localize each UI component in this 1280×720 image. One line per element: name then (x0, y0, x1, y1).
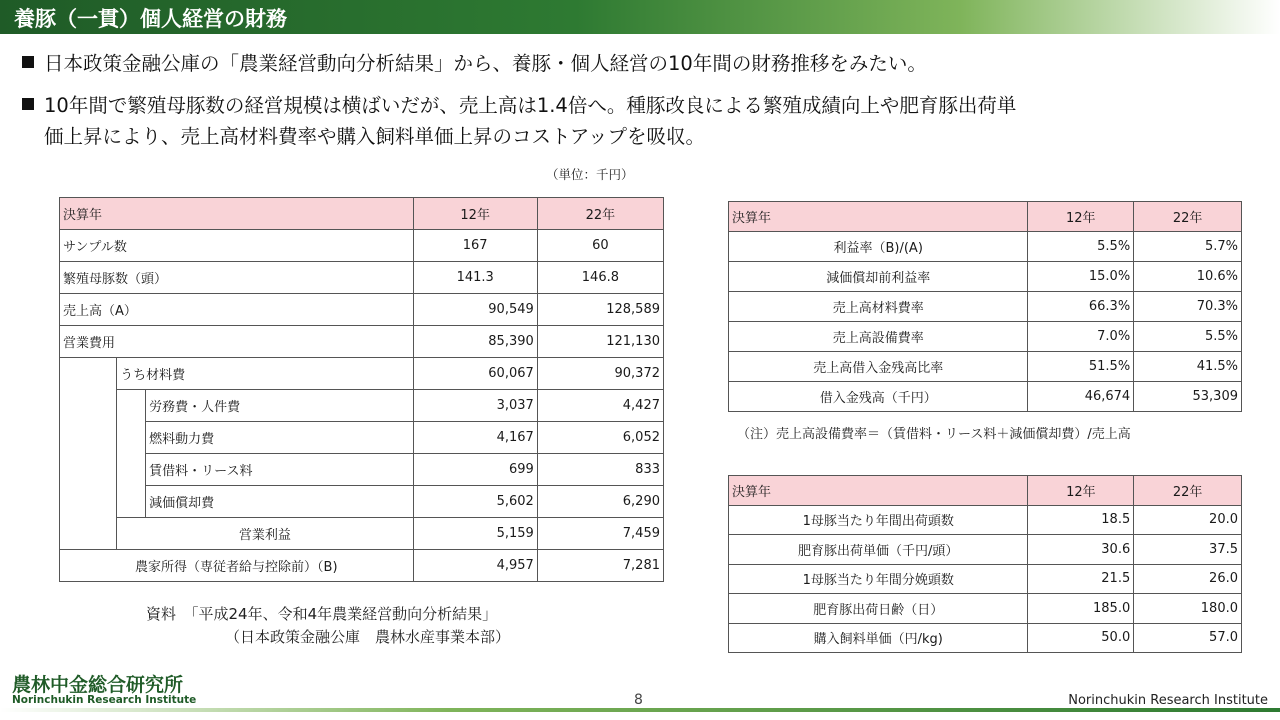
header-cell: 22年 (537, 198, 663, 230)
title-bar (0, 0, 1280, 34)
row-label: 営業利益 (117, 518, 413, 550)
table-header-row (729, 476, 1242, 506)
row-label: 売上高（A） (60, 294, 414, 326)
header-cell: 決算年 (60, 198, 414, 230)
table-row (729, 505, 1242, 535)
value-12: 3,037 (413, 390, 537, 422)
table-row (729, 382, 1242, 412)
value-22: 7,459 (537, 518, 663, 550)
value-22: 6,290 (537, 486, 663, 518)
row-label: 減価償却前利益率 (729, 262, 1028, 292)
value-12: 85,390 (413, 326, 537, 358)
row-label: 営業費用 (60, 326, 414, 358)
header-cell: 22年 (1134, 476, 1242, 506)
value-12: 141.3 (413, 262, 537, 294)
table-header-row (60, 198, 664, 230)
value-12: 46,674 (1028, 382, 1134, 412)
table-header-row (729, 202, 1242, 232)
bullet-2 (22, 90, 1262, 152)
bullet-2-text-line1: 10年間で繁殖母豚数の経営規模は横ばいだが、売上高は1.4倍へ。種豚改良による繁殖成績向上や肥育豚出荷単 (44, 94, 1017, 117)
table-row (60, 422, 664, 454)
value-22: 6,052 (537, 422, 663, 454)
value-22: 833 (537, 454, 663, 486)
footer-organization: Norinchukin Research Institute (1062, 693, 1268, 708)
table-row (729, 232, 1242, 262)
table-row (60, 518, 664, 550)
value-12: 699 (413, 454, 537, 486)
value-12: 5.5% (1028, 232, 1134, 262)
value-22: 57.0 (1134, 623, 1242, 653)
table-row (60, 486, 664, 518)
value-12: 5,602 (413, 486, 537, 518)
value-12: 4,167 (413, 422, 537, 454)
table-row (60, 390, 664, 422)
value-22: 90,372 (537, 358, 663, 390)
table-row (729, 535, 1242, 565)
row-label: 賃借料・リース料 (146, 454, 413, 486)
value-12: 4,957 (413, 550, 537, 582)
bullet-square-icon (22, 56, 34, 68)
table-row (60, 454, 664, 486)
table-row (729, 292, 1242, 322)
row-label: うち材料費 (117, 358, 413, 390)
value-12: 51.5% (1028, 352, 1134, 382)
source-line-1: 資料 「平成24年、令和4年農業経営動向分析結果」 (146, 605, 498, 623)
row-label: 農家所得（専従者給与控除前）（B) (60, 550, 414, 582)
value-22: 53,309 (1134, 382, 1242, 412)
value-12: 21.5 (1028, 564, 1134, 594)
unit-label: （単位：千円） (546, 167, 634, 182)
value-12: 15.0% (1028, 262, 1134, 292)
page-number: 8 (634, 692, 643, 708)
header-cell: 決算年 (729, 202, 1028, 232)
row-label: 利益率（B)/(A) (729, 232, 1028, 262)
productivity-table (728, 475, 1242, 653)
table-row (729, 352, 1242, 382)
value-22: 146.8 (537, 262, 663, 294)
bullet-2-text-line2: 価上昇により、売上高材料費率や購入飼料単価上昇のコストアップを吸収。 (44, 125, 706, 148)
header-cell: 22年 (1134, 202, 1242, 232)
row-label: 肥育豚出荷日齢（日） (729, 594, 1028, 624)
table-row (60, 230, 664, 262)
value-22: 37.5 (1134, 535, 1242, 565)
value-22: 4,427 (537, 390, 663, 422)
row-label: 1母豚当たり年間出荷頭数 (729, 505, 1028, 535)
table-row (60, 262, 664, 294)
table-row (729, 322, 1242, 352)
value-22: 26.0 (1134, 564, 1242, 594)
row-label: 売上高材料費率 (729, 292, 1028, 322)
value-22: 60 (537, 230, 663, 262)
value-12: 90,549 (413, 294, 537, 326)
indent-cell (60, 358, 117, 550)
row-label: 1母豚当たり年間分娩頭数 (729, 564, 1028, 594)
row-label: 購入飼料単価（円/kg) (729, 623, 1028, 653)
bullet-square-icon (22, 98, 34, 110)
table-row (60, 294, 664, 326)
row-label: 繁殖母豚数（頭） (60, 262, 414, 294)
value-22: 70.3% (1134, 292, 1242, 322)
row-label: 借入金残高（千円） (729, 382, 1028, 412)
table-row (729, 564, 1242, 594)
value-12: 18.5 (1028, 505, 1134, 535)
row-label: 売上高借入金残高比率 (729, 352, 1028, 382)
value-12: 7.0% (1028, 322, 1134, 352)
footer-divider (0, 708, 1280, 712)
value-22: 5.7% (1134, 232, 1242, 262)
row-label: 肥育豚出荷単価（千円/頭） (729, 535, 1028, 565)
row-label: 減価償却費 (146, 486, 413, 518)
value-22: 7,281 (537, 550, 663, 582)
value-22: 5.5% (1134, 322, 1242, 352)
table-row (60, 550, 664, 582)
footnote: （注）売上高設備費率＝（賃借料・リース料＋減価償却費）/売上高 (737, 427, 1131, 442)
logo-japanese: 農林中金総合研究所 (12, 674, 184, 696)
row-label: サンプル数 (60, 230, 414, 262)
value-12: 50.0 (1028, 623, 1134, 653)
value-22: 10.6% (1134, 262, 1242, 292)
header-cell: 12年 (413, 198, 537, 230)
header-cell: 決算年 (729, 476, 1028, 506)
row-label: 燃料動力費 (146, 422, 413, 454)
value-12: 30.6 (1028, 535, 1134, 565)
value-12: 167 (413, 230, 537, 262)
header-cell: 12年 (1028, 476, 1134, 506)
table-row (60, 358, 664, 390)
value-22: 20.0 (1134, 505, 1242, 535)
slide-title: 養豚（一貫）個人経営の財務 (14, 7, 287, 31)
table-row (729, 262, 1242, 292)
logo-english: Norinchukin Research Institute (12, 694, 197, 706)
value-22: 128,589 (537, 294, 663, 326)
value-12: 185.0 (1028, 594, 1134, 624)
value-22: 180.0 (1134, 594, 1242, 624)
indent-cell (117, 390, 146, 518)
value-22: 121,130 (537, 326, 663, 358)
bullet-1 (22, 48, 1262, 79)
source-line-2: （日本政策金融公庫 農林水産事業本部） (225, 628, 511, 646)
value-12: 5,159 (413, 518, 537, 550)
table-row (60, 326, 664, 358)
financial-table (59, 197, 664, 582)
table-row (729, 594, 1242, 624)
row-label: 労務費・人件費 (146, 390, 413, 422)
value-22: 41.5% (1134, 352, 1242, 382)
header-cell: 12年 (1028, 202, 1134, 232)
ratio-table (728, 201, 1242, 412)
value-12: 66.3% (1028, 292, 1134, 322)
table-row (729, 623, 1242, 653)
row-label: 売上高設備費率 (729, 322, 1028, 352)
bullet-1-text: 日本政策金融公庫の「農業経営動向分析結果」から、養豚・個人経営の10年間の財務推移をみたい。 (44, 52, 927, 75)
value-12: 60,067 (413, 358, 537, 390)
